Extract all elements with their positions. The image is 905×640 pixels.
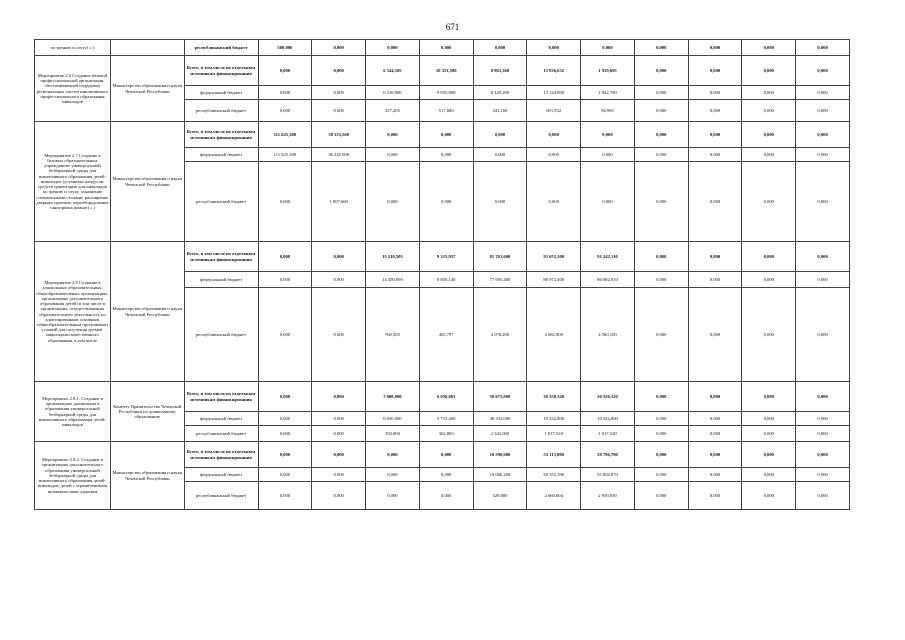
amount-cell: 0,000 [419, 40, 473, 56]
amount-cell: 0,000 [634, 426, 688, 442]
amount-cell: 2 939,830 [581, 482, 635, 510]
amount-cell: 0,000 [312, 442, 366, 468]
amount-cell: 0,000 [312, 426, 366, 442]
funding-source-cell: Всего, в том числе по отдельным источникам финансирования [184, 122, 258, 148]
amount-cell: 4 682,800 [527, 288, 581, 382]
amount-cell: 0,000 [796, 272, 850, 288]
amount-cell: 0,000 [634, 148, 688, 162]
amount-cell: 8 420,200 [473, 86, 527, 100]
amount-cell: 0,000 [258, 288, 312, 382]
amount-cell: 0,000 [796, 40, 850, 56]
amount-cell: 0,000 [634, 242, 688, 272]
amount-cell: 0,000 [258, 56, 312, 86]
amount-cell: 0,000 [581, 148, 635, 162]
amount-cell: 0,000 [366, 482, 420, 510]
amount-cell: 0,000 [634, 412, 688, 426]
amount-cell: 0,000 [742, 468, 796, 482]
funding-source-cell: федеральный бюджет [184, 148, 258, 162]
funding-source-cell: федеральный бюджет [184, 468, 258, 482]
funding-source-cell: Всего, в том числе по отдельным источникам финансирования [184, 56, 258, 86]
amount-cell: 0,000 [473, 148, 527, 162]
amount-cell: 10 353,580 [419, 56, 473, 86]
responsible-executor-cell [110, 40, 184, 56]
amount-cell: 0,000 [312, 382, 366, 412]
amount-cell: 0,000 [634, 162, 688, 242]
amount-cell: 0,000 [258, 426, 312, 442]
amount-cell: 50 675,000 [473, 382, 527, 412]
amount-cell: 0,000 [366, 442, 420, 468]
amount-cell: 0,000 [742, 482, 796, 510]
funding-source-cell: Всего, в том числе по отдельным источникам финансирования [184, 442, 258, 468]
amount-cell: 0,000 [796, 148, 850, 162]
amount-cell: 36 245,900 [312, 148, 366, 162]
amount-cell: 0,000 [527, 122, 581, 148]
amount-cell: 327,205 [366, 100, 420, 122]
amount-cell: 50 352,396 [527, 468, 581, 482]
amount-cell: 20 350,320 [527, 382, 581, 412]
amount-cell: 0,000 [258, 86, 312, 100]
amount-cell: 1 017,520 [581, 426, 635, 442]
event-name-cell: по зрению и слуху) » ) [35, 40, 111, 56]
amount-cell: 0,000 [688, 288, 742, 382]
amount-cell: 0,000 [581, 40, 635, 56]
amount-cell: 7 000,000 [366, 382, 420, 412]
table-row [35, 40, 850, 56]
amount-cell: 0,000 [796, 412, 850, 426]
funding-source-cell: республиканский бюджет [184, 482, 258, 510]
amount-cell: 0,000 [581, 122, 635, 148]
amount-cell: 4 560,100 [581, 288, 635, 382]
amount-cell: 0,000 [634, 100, 688, 122]
amount-cell: 0,000 [419, 162, 473, 242]
amount-cell: 0,000 [742, 162, 796, 242]
amount-cell: 0,000 [419, 122, 473, 148]
amount-cell: 111 625,300 [258, 148, 312, 162]
table-row [35, 56, 850, 86]
table-row [35, 242, 850, 272]
amount-cell: 0,000 [312, 56, 366, 86]
amount-cell: 0,000 [796, 426, 850, 442]
amount-cell: 6 216,900 [366, 86, 420, 100]
amount-cell: 0,000 [634, 86, 688, 100]
amount-cell: 6 056,063 [419, 382, 473, 412]
amount-cell: 1 939,695 [581, 56, 635, 86]
amount-cell: 0,000 [634, 468, 688, 482]
amount-cell: 10 066,200 [473, 468, 527, 482]
amount-cell: 2 343,000 [473, 426, 527, 442]
amount-cell: 0,000 [473, 122, 527, 148]
responsible-executor-cell: Комитет Правительства Чеченской Республики по дошкольному образованию [110, 382, 184, 442]
amount-cell: 0,000 [258, 162, 312, 242]
budget-table [34, 39, 850, 510]
amount-cell: 15 210,505 [366, 242, 420, 272]
amount-cell: 0,000 [688, 412, 742, 426]
amount-cell: 0,000 [634, 122, 688, 148]
amount-cell: 0,000 [312, 412, 366, 426]
amount-cell: 1 907,660 [312, 162, 366, 242]
amount-cell: 55 856,870 [581, 468, 635, 482]
amount-cell: 0,000 [258, 412, 312, 426]
amount-cell: 0,000 [742, 382, 796, 412]
amount-cell: 0,000 [796, 162, 850, 242]
amount-cell: 0,000 [312, 288, 366, 382]
amount-cell: 9 315,937 [419, 242, 473, 272]
amount-cell: 0,000 [419, 482, 473, 510]
amount-cell: 0,000 [473, 162, 527, 242]
funding-source-cell: республиканский бюджет [184, 40, 258, 56]
amount-cell: 0,000 [419, 468, 473, 482]
amount-cell: 81 763,600 [473, 242, 527, 272]
funding-source-cell: федеральный бюджет [184, 412, 258, 426]
amount-cell: 0,000 [634, 442, 688, 468]
amount-cell: 96,985 [581, 100, 635, 122]
amount-cell: 0,000 [796, 100, 850, 122]
amount-cell: 0,000 [312, 272, 366, 288]
amount-cell: 58 796,700 [581, 442, 635, 468]
amount-cell: 0,000 [742, 442, 796, 468]
funding-source-cell: Всего, в том числе по отдельным источникам финансирования [184, 382, 258, 412]
amount-cell: 0,000 [688, 242, 742, 272]
amount-cell: 0,000 [366, 148, 420, 162]
amount-cell: 0,000 [742, 148, 796, 162]
amount-cell: 5 753,260 [419, 412, 473, 426]
amount-cell: 0,000 [634, 382, 688, 412]
amount-cell: 0,000 [258, 100, 312, 122]
amount-cell: 0,000 [796, 242, 850, 272]
amount-cell: 4 078,200 [473, 288, 527, 382]
amount-cell: 1 017,520 [527, 426, 581, 442]
amount-cell: 0,000 [796, 288, 850, 382]
amount-cell: 13 144,800 [527, 86, 581, 100]
amount-cell: 0,000 [688, 442, 742, 468]
funding-source-cell: республиканский бюджет [184, 100, 258, 122]
amount-cell: 0,000 [742, 56, 796, 86]
event-name-cell: Мероприятие 2.7 Создание в базовых образовательных учреждениях универсальной безбарьерной среды для инклюзивного образования детей-инвалидов (установка пандусов, средств ориентации для инвалидов по зрению и слуху, оснащение специальными столами, расширение дверных проемов, переоборудование санитарных комнат) » ) [35, 122, 111, 242]
amount-cell: 0,000 [742, 40, 796, 56]
table-row [35, 122, 850, 148]
amount-cell: 0,000 [688, 482, 742, 510]
amount-cell: 0,000 [688, 122, 742, 148]
table-row [35, 442, 850, 468]
amount-cell: 38 153,560 [312, 122, 366, 148]
funding-source-cell: республиканский бюджет [184, 162, 258, 242]
amount-cell: 443,168 [473, 100, 527, 122]
amount-cell: 0,000 [634, 272, 688, 288]
amount-cell: 13 836,632 [527, 56, 581, 86]
amount-cell: 0,000 [634, 288, 688, 382]
amount-cell: 0,000 [527, 148, 581, 162]
event-name-cell: Мероприятие 2.8.2. Создание в организациях дополнительного образования универсальной безбарьерной среды для инклюзивного образования детей-инвалидов, детей с ограниченными возможностями здоровья [35, 442, 111, 510]
amount-cell: 0,000 [796, 382, 850, 412]
amount-cell: 0,000 [258, 272, 312, 288]
amount-cell: 111 625,300 [258, 122, 312, 148]
amount-cell: 93 655,200 [527, 242, 581, 272]
amount-cell: 0,000 [796, 122, 850, 148]
responsible-executor-cell: Министерство образования и науки Чеченской Республики [110, 442, 184, 510]
amount-cell: 0,000 [796, 442, 850, 468]
amount-cell: 0,000 [742, 288, 796, 382]
amount-cell: 0,000 [688, 426, 742, 442]
amount-cell: 0,000 [366, 468, 420, 482]
amount-cell: 1 842,700 [581, 86, 635, 100]
amount-cell: 0,000 [796, 468, 850, 482]
budget-table-body [35, 40, 850, 510]
amount-cell: 0,000 [688, 468, 742, 482]
amount-cell: 529,800 [473, 482, 527, 510]
amount-cell: 91 242,110 [581, 242, 635, 272]
amount-cell: 53 113,000 [527, 442, 581, 468]
amount-cell: 20 350,320 [581, 382, 635, 412]
amount-cell: 0,000 [258, 242, 312, 272]
amount-cell: 0,000 [527, 162, 581, 242]
responsible-executor-cell: Министерство образования и науки Чеченской Республики [110, 56, 184, 122]
amount-cell: 48 332,000 [473, 412, 527, 426]
amount-cell: 0,000 [688, 272, 742, 288]
amount-cell: 6 650,000 [366, 412, 420, 426]
amount-cell: 0,000 [742, 122, 796, 148]
amount-cell: 0,000 [366, 40, 420, 56]
funding-source-cell: федеральный бюджет [184, 86, 258, 100]
amount-cell: 9 835,900 [419, 86, 473, 100]
event-name-cell: Мероприятие 2.8.1. Создание в организациях дошкольного образования универсальной безбарьерной среды для инклюзивного образования детей-инвалидов [35, 382, 111, 442]
amount-cell: 0,000 [796, 482, 850, 510]
amount-cell: 0,000 [634, 56, 688, 86]
amount-cell: 0,000 [258, 468, 312, 482]
amount-cell: 0,000 [473, 40, 527, 56]
page-number: 671 [445, 22, 460, 32]
amount-cell: 6 544,105 [366, 56, 420, 86]
amount-cell: 0,000 [312, 100, 366, 122]
amount-cell: 0,000 [688, 148, 742, 162]
amount-cell: 0,000 [688, 162, 742, 242]
amount-cell: 14 450,000 [366, 272, 420, 288]
amount-cell: 0,000 [688, 56, 742, 86]
funding-source-cell: Всего, в том числе по отдельным источникам финансирования [184, 242, 258, 272]
event-name-cell: Мероприятие 2.6 Создание базовой профессиональной организации, обеспечивающей поддержку региональных систем инклюзивного профессионального образования инвалидов [35, 56, 111, 122]
amount-cell: 0,000 [419, 148, 473, 162]
amount-cell: 0,000 [634, 40, 688, 56]
amount-cell: 0,000 [312, 482, 366, 510]
amount-cell: 0,000 [366, 122, 420, 148]
amount-cell: 77 685,400 [473, 272, 527, 288]
amount-cell: 10 596,000 [473, 442, 527, 468]
amount-cell: 88 972,400 [527, 272, 581, 288]
amount-cell: 8 863,368 [473, 56, 527, 86]
table-row [35, 382, 850, 412]
amount-cell: 0,000 [688, 86, 742, 100]
amount-cell: 0,000 [634, 482, 688, 510]
amount-cell: 0,000 [258, 482, 312, 510]
amount-cell: 19 332,800 [527, 412, 581, 426]
amount-cell: 2 660,604 [527, 482, 581, 510]
amount-cell: 350,000 [366, 426, 420, 442]
amount-cell: 0,000 [688, 382, 742, 412]
amount-cell: 0,000 [312, 86, 366, 100]
amount-cell: 0,000 [742, 412, 796, 426]
amount-cell: 0,000 [581, 162, 635, 242]
event-name-cell: Мероприятие 2.8 Создание в дошкольных образовательных, общеобразовательных организациях, организациях дополнительного образования детей (в том числе в организациях, осуществляющих образовательную деятельность по адаптированным основным общеобразовательным программам) условий для получения детьми-инвалидами качественного образования, в том числе [35, 242, 111, 382]
amount-cell: 0,000 [796, 86, 850, 100]
amount-cell: 0,000 [366, 162, 420, 242]
responsible-executor-cell: Министерство образования и науки Чеченской Республики [110, 242, 184, 382]
amount-cell: 0,000 [312, 40, 366, 56]
amount-cell: 0,000 [688, 100, 742, 122]
amount-cell: 0,000 [419, 442, 473, 468]
funding-source-cell: республиканский бюджет [184, 288, 258, 382]
amount-cell: 302,803 [419, 426, 473, 442]
amount-cell: 0,000 [258, 382, 312, 412]
amount-cell: 0,000 [742, 86, 796, 100]
amount-cell: 0,000 [742, 426, 796, 442]
amount-cell: 760,505 [366, 288, 420, 382]
amount-cell: 0,000 [527, 40, 581, 56]
amount-cell: 0,000 [258, 442, 312, 468]
amount-cell: 0,000 [688, 40, 742, 56]
amount-cell: 0,000 [742, 242, 796, 272]
amount-cell: 86 682,010 [581, 272, 635, 288]
funding-source-cell: республиканский бюджет [184, 426, 258, 442]
responsible-executor-cell: Министерство образования и науки Чеченской Республики [110, 122, 184, 242]
amount-cell: 0,000 [312, 242, 366, 272]
amount-cell: 0,000 [796, 56, 850, 86]
amount-cell: 465,797 [419, 288, 473, 382]
amount-cell: 0,000 [742, 100, 796, 122]
amount-cell: 691,832 [527, 100, 581, 122]
amount-cell: 19 332,800 [581, 412, 635, 426]
funding-source-cell: федеральный бюджет [184, 272, 258, 288]
amount-cell: 500,000 [258, 40, 312, 56]
amount-cell: 8 850,140 [419, 272, 473, 288]
amount-cell: 517,680 [419, 100, 473, 122]
amount-cell: 0,000 [742, 272, 796, 288]
amount-cell: 0,000 [312, 468, 366, 482]
